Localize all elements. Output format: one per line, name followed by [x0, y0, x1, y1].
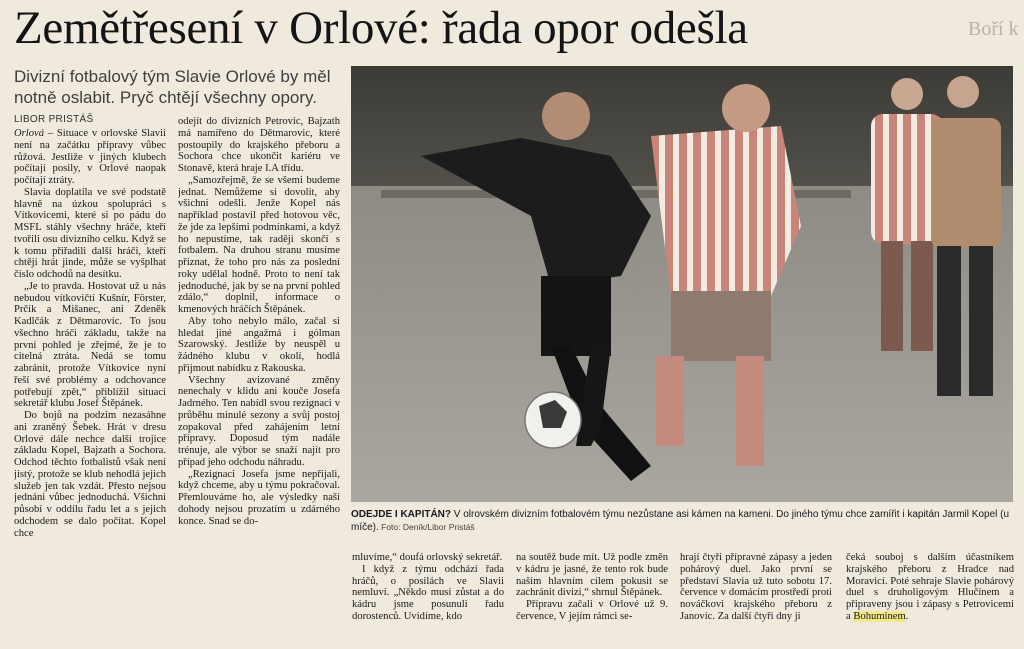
- paragraph: na soutěž bude mít. Už podle změn v kádru je jasné, že tento rok bude naším hlavním cílem pokusit se zachránit divizi,“ shrnul Štěpánek.: [516, 552, 668, 599]
- body-column-1: [14, 128, 166, 646]
- paragraph: Přípravu začali v Orlové už 9. července, V jejím rámci se-: [516, 599, 668, 622]
- photo-credit: Foto: Deník/Libor Pristáš: [378, 522, 475, 532]
- paragraph: [14, 128, 166, 187]
- paragraph: odejít do divizních Petrovic, Bajzath má namířeno do Dětmarovic, které postoupily do krajského přeboru a Sochora chce ukončit kariéru ve Stonavě, která hraje I.A třídu.: [178, 116, 340, 174]
- caption-text: V olrovském divizním fotbalovém týmu nezůstane asi kámen na kameni. Do jiného týmu chce zamířit i kapitán Jarmil Kopel (u míče).: [351, 509, 1010, 533]
- paragraph: mluvíme,“ doufá orlovský sekretář.: [352, 552, 503, 563]
- paragraph: Aby toho nebylo málo, začal si hledat jiné angažmá i gólman Szarowský. Jestliže by neuspěl u žádného klubu v okolí, hodlá přijmout nabídku z Rakouska.: [178, 315, 340, 374]
- highlighted-word: Bohumínem: [853, 610, 906, 622]
- paragraph: hrají čtyři přípravné zápasy a jeden pohárový duel. Jako první se představí Slavia už tuto sobotu 17. července v domácím prostředí proti nováčkovi krajského přeboru z Janovic. Za další čtyři dny ji: [680, 552, 832, 622]
- headline: Zemětřesení v Orlové: řada opor odešla: [14, 2, 748, 54]
- photo-caption: [351, 508, 1015, 534]
- paragraph: „Rezignaci Josefa jsme nepřijali, když chceme, aby u týmu pokračoval. Přemlouváme ho, ale výsledky naší dohody nejsou prozatím u zdárného konce. Snad se do-: [178, 468, 340, 527]
- body-column-2: [178, 116, 340, 646]
- article-deck: Divizní fotbalový tým Slavie Orlové by měl notně oslabit. Pryč chtějí všechny opory.: [14, 67, 331, 107]
- paragraph: [846, 552, 1014, 623]
- paragraph-text: – Situace v orlovské Slavii není na začátku přípravy vůbec růžová. Jestliže v jiných klubech počítají posily, v Orlové naopak počítají ztráty.: [14, 128, 166, 186]
- paragraph: „Samozřejmě, že se všemi budeme jednat. Nemůžeme si dovolit, aby všichni odešli. Jenže Kopel nás například postavil před hotovou věc, že jde za lepšími podmínkami, a když ho nepustíme, tak raději skončí s fotbalem. Na druhou stranu musíme přiznat, že toho pro nás za poslední roky udělal hodně. Proto to není tak jednoduché, jak by se na první pohled zdálo,“ doplnil, informace o kmenových hráčích Štěpánek.: [178, 174, 340, 315]
- adjacent-article-fragment: Boří k: [968, 18, 1019, 40]
- body-column-6: [846, 552, 1014, 648]
- paragraph: „Je to pravda. Hostovat už u nás nebudou vítkovičtí Kušnír, Förster, Prčík a Mišanec, ani Zdeněk Kadlčák z Dětmarovic. To jsou všechno hráči základu, takže na první pohled je zřejmé, že je to citelná ztráta. Nedá se tomu zabránit, protože Vítkovice nyní řeší své problémy a odchovance potřebují zpět,“ přiblížil situaci sekretář klubu Josef Štěpánek.: [14, 280, 166, 410]
- body-column-3: [352, 552, 504, 648]
- paragraph: Všechny avizované změny nenechaly v klidu ani kouče Josefa Jadrného. Ten nabídl svou rezignaci v průběhu minulé sezony a svůj postoj zopakoval před zahájením letní přípravy. Doposud tým nadále trénuje, ale výbor se snaží najít pro případ jeho odchodu náhradu.: [178, 374, 340, 468]
- byline: LIBOR PRISTÁŠ: [14, 114, 94, 125]
- photo-illustration: [351, 66, 1013, 502]
- paragraph-text-end: .: [905, 610, 909, 622]
- paragraph-text: čeká souboj s dalším účastníkem krajského přeboru z Hradce nad Moravicí. Poté sehraje Slavie pohárový duel s druholigovým Hlučínem a připraveny jsou i zápasy s Petrovicemi a: [846, 552, 1014, 622]
- football-match-photo: [351, 66, 1013, 502]
- paragraph: Slavia doplatila ve své podstatě hlavně na úzkou spolupráci s Vítkovicemi, které si po pádu do MSFL stáhly všechny hráče, kteří tvořili osu divizního celku. Když se k tomu přiřadili další hráči, kteří chtějí hrát jinde, může se vyšplhat číslo odchodů na desítku.: [14, 186, 166, 280]
- body-column-5: [680, 552, 832, 648]
- paragraph: Do bojů na podzim nezasáhne ani zraněný Šebek. Hrát v dresu Orlové dále nechce další trojice základu Kopel, Bajzath a Sochora. Odchod těchto fotbalistů však není jistý, protože se klub nehodlá jejich služeb jen tak vzdát. Přesto nejsou jednáni vůbec jednoduchá. Všichni působí v oddílu řadu let a s jejich odchodem se dalo počítat. Kopel chce: [14, 410, 166, 539]
- football: [525, 392, 581, 448]
- paragraph: I když z týmu odchází řada hráčů, o posilách ve Slavii nemluví. „Někdo musí zůstat a do kádru jsme posunuli řadu dorostenců. Uvidíme, kdo: [352, 563, 504, 622]
- caption-lead: ODEJDE I KAPITÁN?: [351, 509, 452, 520]
- dateline-location: Orlová: [14, 128, 45, 139]
- body-column-4: [516, 552, 668, 648]
